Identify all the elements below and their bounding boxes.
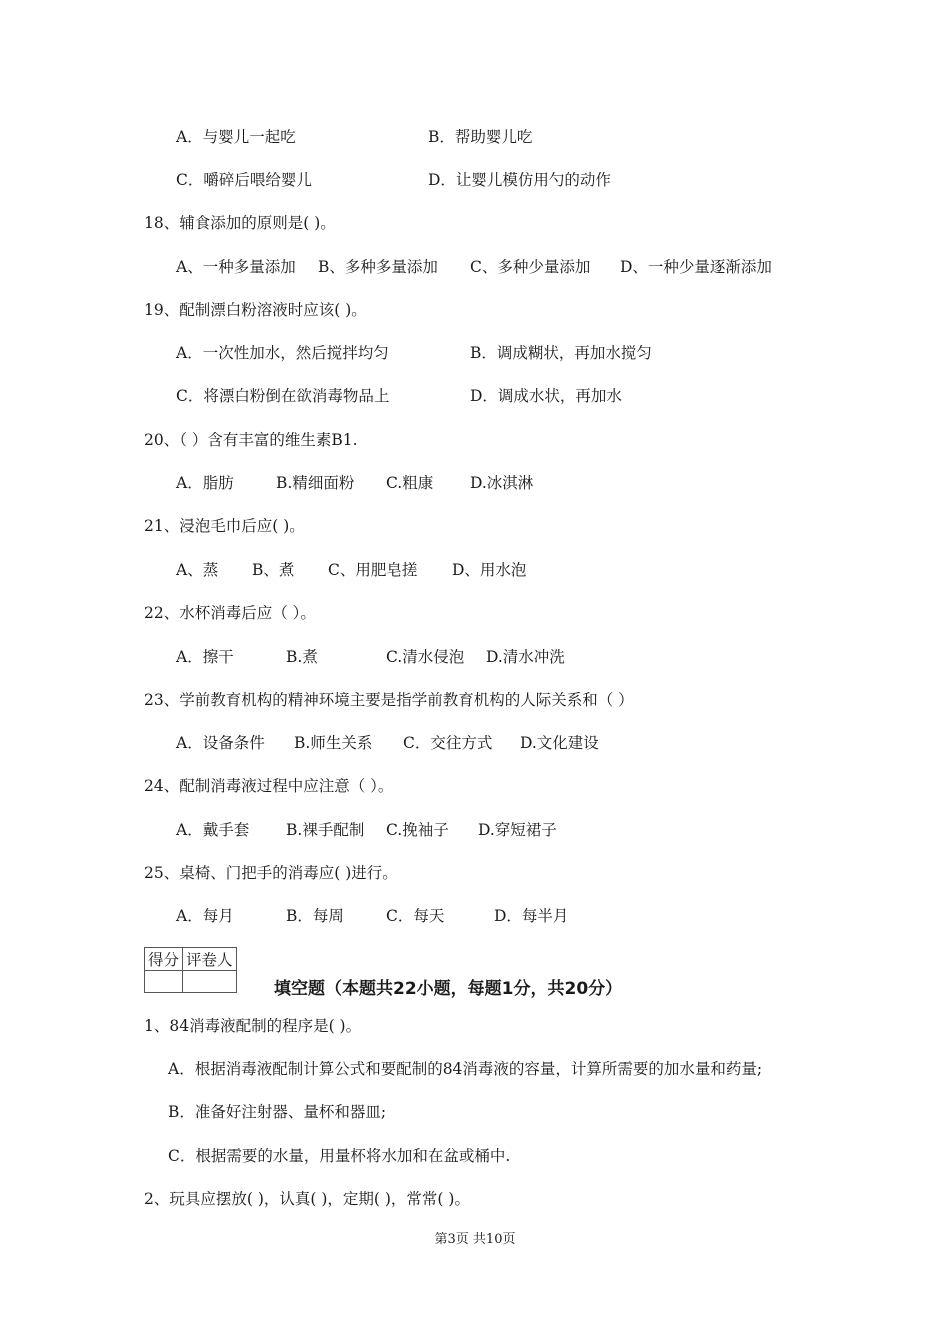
fill-1-step-b: B．准备好注射器、量杯和器皿; (168, 1103, 387, 1121)
q22-option-c: C.清水侵泡 (386, 648, 465, 666)
q19-option-d: D．调成水状，再加水 (470, 387, 622, 405)
q18-option-a: A、一种多量添加 (176, 258, 296, 276)
fill-2-stem: 2、玩具应摆放( )，认真( )，定期( )，常常( )。 (144, 1190, 470, 1208)
q20-option-b: B.精细面粉 (276, 474, 355, 492)
question-25-stem: 25、桌椅、门把手的消毒应( )进行。 (144, 864, 398, 882)
question-24-stem: 24、配制消毒液过程中应注意（ ）。 (144, 777, 394, 795)
question-20-stem: 20、（ ）含有丰富的维生素B1. (144, 431, 358, 449)
q23-option-b: B.师生关系 (294, 734, 373, 752)
question-21-stem: 21、浸泡毛巾后应( )。 (144, 517, 305, 535)
reviewer-label: 评卷人 (183, 948, 237, 971)
question-18-stem: 18、辅食添加的原则是( )。 (144, 214, 336, 232)
q23-option-a: A．设备条件 (176, 734, 265, 752)
q21-option-a: A、蒸 (176, 561, 219, 579)
q17-option-b: B．帮助婴儿吃 (428, 128, 533, 146)
q25-option-c: C．每天 (386, 907, 445, 925)
q17-option-c: C．嚼碎后喂给婴儿 (176, 171, 312, 189)
q18-option-d: D、一种少量逐渐添加 (620, 258, 772, 276)
q24-option-d: D.穿短裙子 (478, 821, 557, 839)
q23-option-c: C．交往方式 (403, 734, 493, 752)
section-title: 填空题（本题共22小题，每题1分，共20分） (274, 979, 623, 999)
q21-option-b: B、煮 (252, 561, 295, 579)
q19-option-b: B．调成糊状，再加水搅匀 (470, 344, 652, 362)
q22-option-d: D.清水冲洗 (486, 648, 565, 666)
question-19-stem: 19、配制漂白粉溶液时应该( )。 (144, 301, 367, 319)
reviewer-cell (183, 971, 237, 993)
q19-option-c: C．将漂白粉倒在欲消毒物品上 (176, 387, 390, 405)
q20-option-a: A．脂肪 (176, 474, 234, 492)
q21-option-d: D、用水泡 (452, 561, 527, 579)
q17-option-a: A．与婴儿一起吃 (176, 128, 296, 146)
q24-option-c: C.挽袖子 (386, 821, 449, 839)
q25-option-d: D．每半月 (494, 907, 569, 925)
q20-option-d: D.冰淇淋 (470, 474, 534, 492)
q18-option-b: B、多种多量添加 (318, 258, 438, 276)
q20-option-c: C.粗康 (386, 474, 434, 492)
q24-option-b: B.裸手配制 (286, 821, 365, 839)
q21-option-c: C、用肥皂搓 (328, 561, 418, 579)
q18-option-c: C、多种少量添加 (470, 258, 591, 276)
q22-option-b: B.煮 (286, 648, 318, 666)
score-box (144, 947, 237, 993)
q25-option-b: B．每周 (286, 907, 344, 925)
score-cell (145, 971, 183, 993)
q17-option-d: D．让婴儿模仿用勺的动作 (428, 171, 611, 189)
question-22-stem: 22、水杯消毒后应（ ）。 (144, 604, 316, 622)
score-label: 得分 (145, 948, 183, 971)
q25-option-a: A．每月 (176, 907, 234, 925)
q19-option-a: A．一次性加水，然后搅拌均匀 (176, 344, 389, 362)
q24-option-a: A．戴手套 (176, 821, 250, 839)
fill-1-step-c: C．根据需要的水量，用量杯将水加和在盆或桶中. (168, 1147, 511, 1165)
question-23-stem: 23、学前教育机构的精神环境主要是指学前教育机构的人际关系和（ ） (144, 691, 634, 709)
fill-1-stem: 1、84消毒液配制的程序是( )。 (144, 1017, 362, 1035)
q22-option-a: A．擦干 (176, 648, 234, 666)
q23-option-d: D.文化建设 (520, 734, 599, 752)
fill-1-step-a: A．根据消毒液配制计算公式和要配制的84消毒液的容量，计算所需要的加水量和药量; (168, 1060, 763, 1078)
page-footer: 第3页 共10页 (434, 1232, 516, 1247)
